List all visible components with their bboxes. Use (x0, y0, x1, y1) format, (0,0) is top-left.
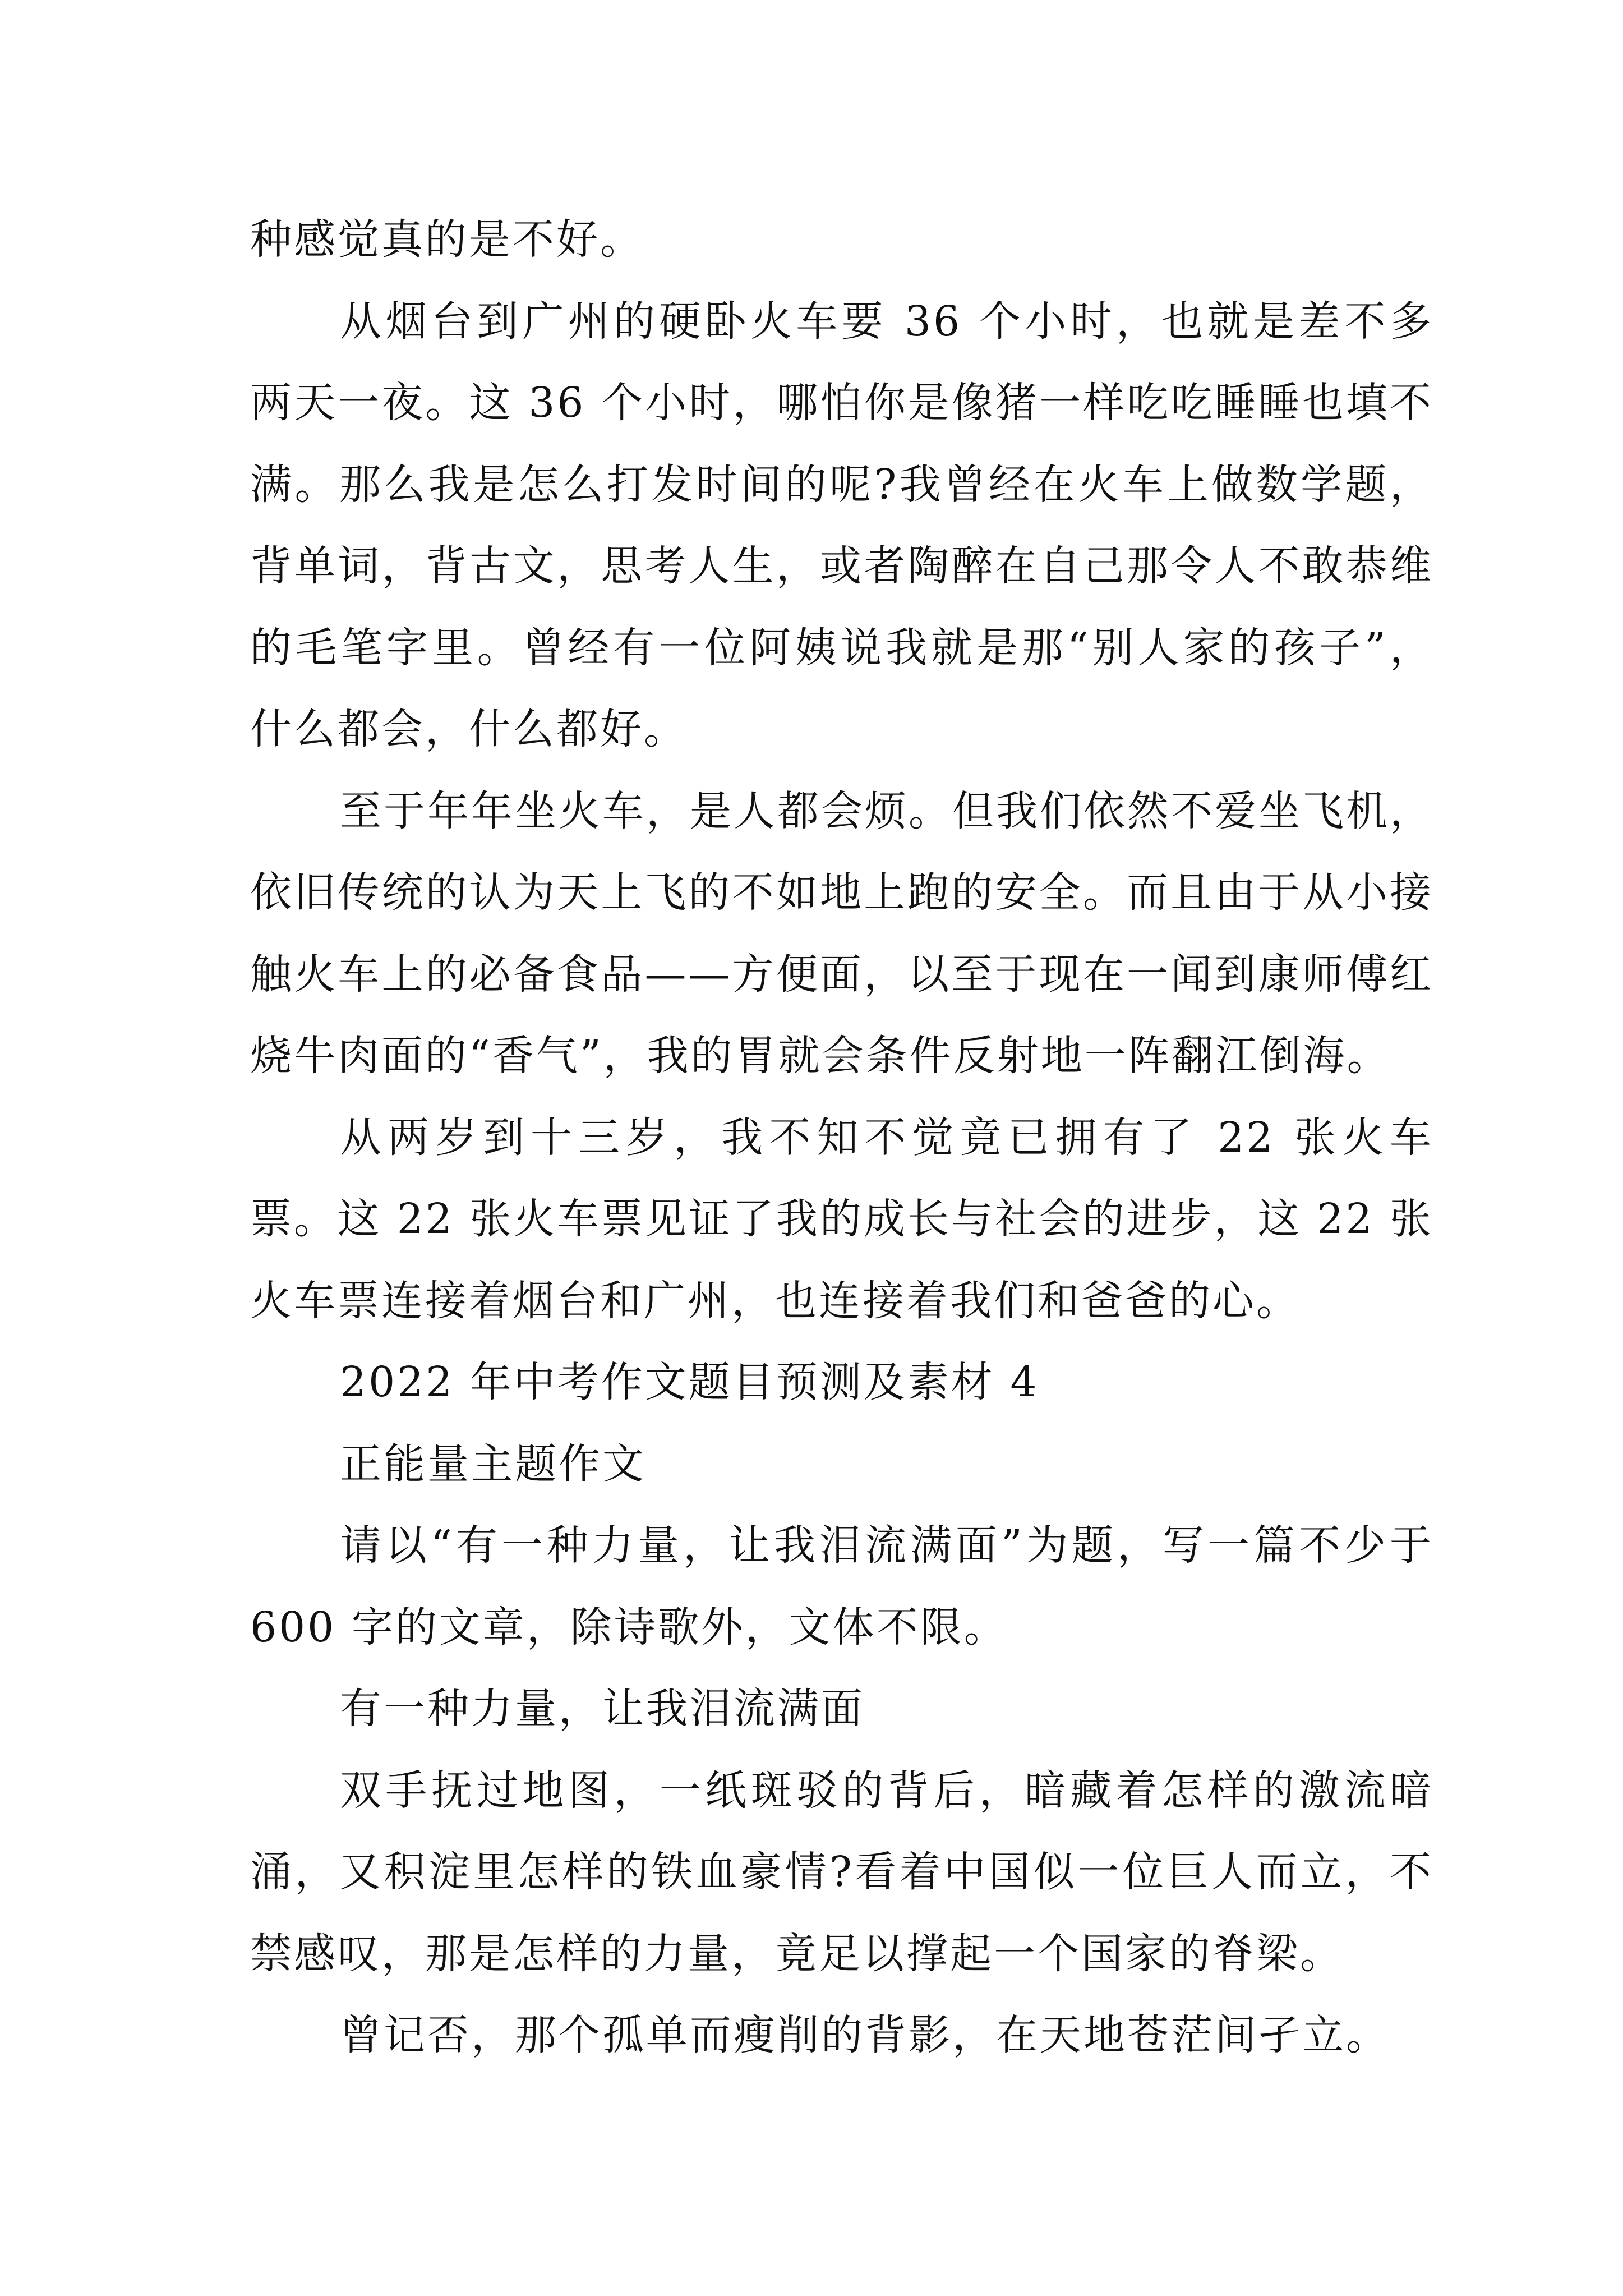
document-body (250, 199, 1433, 2077)
paragraph-2: 从烟台到广州的硬卧火车要 36 个小时，也就是差不多两天一夜。这 36 个小时，哪怕你是像猪一样吃吃睡睡也填不满。那么我是怎么打发时间的呢?我曾经在火车上做数学题，背单词，背古文，思考人生，或者陶醉在自己那令人不敢恭维的毛笔字里。曾经有一位阿姨说我就是那“别人家的孩子”，什么都会，什么都好。 (250, 297, 1433, 753)
theme-heading: 正能量主题作文 (340, 1439, 646, 1488)
section-title: 2022 年中考作文题目预测及素材 4 (340, 1358, 1039, 1406)
paragraph-9: 双手抚过地图，一纸斑驳的背后，暗藏着怎样的激流暗涌，又积淀里怎样的铁血豪情?看着中国似一位巨人而立，不禁感叹，那是怎样的力量，竟足以撑起一个国家的脊梁。 (250, 1766, 1433, 1978)
paragraph-3: 至于年年坐火车，是人都会烦。但我们依然不爱坐飞机，依旧传统的认为天上飞的不如地上跑的安全。而且由于从小接触火车上的必备食品——方便面，以至于现在一闻到康师傅红烧牛肉面的“香气”，我的胃就会条件反射地一阵翻江倒海。 (250, 786, 1433, 1080)
paragraph-10: 曾记否，那个孤单而瘦削的背影，在天地苍茫间孑立。 (340, 2011, 1390, 2059)
essay-prompt: 请以“有一种力量，让我泪流满面”为题，写一篇不少于 600 字的文章，除诗歌外，文体不限。 (250, 1521, 1433, 1651)
essay-title: 有一种力量，让我泪流满面 (340, 1685, 865, 1733)
paragraph-1: 种感觉真的是不好。 (250, 215, 644, 264)
paragraph-4: 从两岁到十三岁，我不知不觉竟已拥有了 22 张火车票。这 22 张火车票见证了我的成长与社会的进步，这 22 张火车票连接着烟台和广州，也连接着我们和爸爸的心。 (250, 1113, 1433, 1325)
